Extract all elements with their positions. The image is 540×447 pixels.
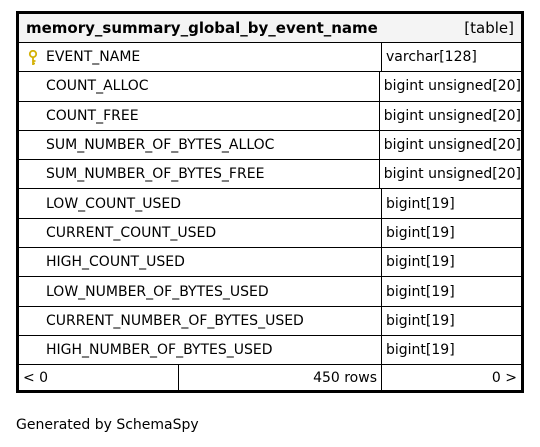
column-row[interactable] [19, 102, 521, 131]
column-row[interactable] [19, 189, 521, 218]
column-row[interactable] [19, 336, 521, 365]
table-kind: [table] [464, 19, 514, 37]
column-type: bigint[19] [386, 342, 455, 359]
column-type: bigint[19] [386, 195, 455, 212]
parents-count[interactable]: < 0 [19, 365, 179, 390]
column-name-cell [19, 72, 380, 100]
column-name: EVENT_NAME [46, 49, 141, 66]
primary-key-icon [28, 50, 38, 66]
column-type: bigint[19] [386, 254, 455, 271]
column-name-cell [19, 277, 382, 305]
column-name: COUNT_FREE [46, 107, 139, 124]
column-name: LOW_COUNT_USED [46, 195, 181, 212]
column-row[interactable] [19, 307, 521, 336]
table-footer [19, 365, 521, 390]
column-type: bigint[19] [386, 283, 455, 300]
column-name-cell [19, 102, 380, 130]
column-name-cell [19, 307, 382, 335]
column-row[interactable] [19, 248, 521, 277]
table-node[interactable] [16, 11, 524, 393]
column-name-cell [19, 219, 382, 247]
column-name: CURRENT_COUNT_USED [46, 224, 217, 241]
column-name: HIGH_NUMBER_OF_BYTES_USED [46, 342, 273, 359]
generated-by-label: Generated by SchemaSpy [16, 417, 199, 433]
column-type: bigint unsigned[20] [383, 107, 521, 124]
column-row[interactable] [19, 160, 521, 189]
column-name-cell [19, 160, 380, 188]
column-type: bigint unsigned[20] [383, 78, 521, 95]
table-name[interactable]: memory_summary_global_by_event_name [26, 19, 378, 37]
column-type: bigint[19] [386, 224, 455, 241]
children-count[interactable]: 0 > [491, 369, 517, 386]
column-name: COUNT_ALLOC [46, 78, 149, 95]
column-name: SUM_NUMBER_OF_BYTES_ALLOC [46, 137, 275, 154]
column-type: bigint unsigned[20] [383, 137, 521, 154]
column-name: HIGH_COUNT_USED [46, 254, 185, 271]
column-row[interactable] [19, 277, 521, 306]
column-name-cell [19, 336, 382, 364]
column-row[interactable] [19, 43, 521, 72]
column-name-cell [19, 248, 382, 276]
column-row[interactable] [19, 131, 521, 160]
column-name-cell [19, 131, 380, 159]
column-type: varchar[128] [386, 49, 477, 66]
column-name: CURRENT_NUMBER_OF_BYTES_USED [46, 312, 304, 329]
column-row[interactable] [19, 219, 521, 248]
column-name: LOW_NUMBER_OF_BYTES_USED [46, 283, 269, 300]
column-list [19, 43, 521, 365]
table-header [19, 14, 521, 43]
column-name-cell [19, 189, 382, 217]
column-row[interactable] [19, 72, 521, 101]
row-count: 450 rows [179, 365, 382, 390]
column-name: SUM_NUMBER_OF_BYTES_FREE [46, 166, 265, 183]
column-name-cell [19, 43, 382, 71]
column-type: bigint[19] [386, 312, 455, 329]
column-type: bigint unsigned[20] [383, 166, 521, 183]
